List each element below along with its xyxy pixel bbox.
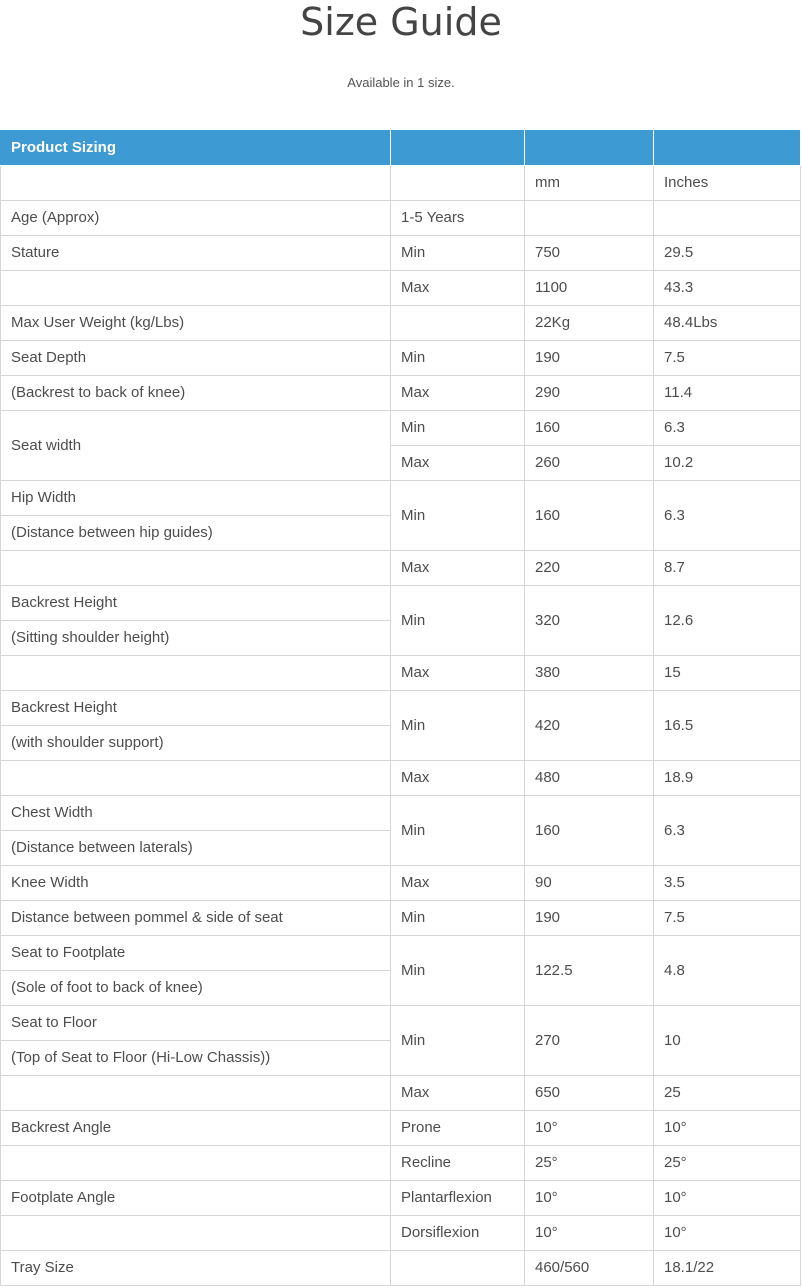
row-sub-label: (Distance between hip guides): [1, 516, 391, 551]
header-cell: [391, 131, 525, 166]
mm-cell: 460/560: [525, 1251, 654, 1286]
level-cell: Min: [391, 901, 525, 936]
level-cell: Min: [391, 481, 525, 551]
inches-cell: 10.2: [654, 446, 801, 481]
mm-cell: 290: [525, 376, 654, 411]
units-inches: Inches: [654, 166, 801, 201]
inches-cell: 16.5: [654, 691, 801, 761]
empty-cell: [525, 201, 654, 236]
row-label: Backrest Height: [1, 586, 391, 621]
units-mm: mm: [525, 166, 654, 201]
row-sub-label: (Sole of foot to back of knee): [1, 971, 391, 1006]
inches-cell: 4.8: [654, 936, 801, 1006]
mm-cell: 160: [525, 796, 654, 866]
row-sub-label: (Backrest to back of knee): [1, 376, 391, 411]
level-cell: Min: [391, 1006, 525, 1076]
empty-cell: [1, 271, 391, 306]
inches-cell: 8.7: [654, 551, 801, 586]
empty-cell: [1, 551, 391, 586]
table-row-backrest-angle-recline: [1, 1146, 801, 1181]
mm-cell: 260: [525, 446, 654, 481]
empty-cell: [1, 1146, 391, 1181]
table-row-backrest-shoulder-max: [1, 761, 801, 796]
table-row-seat-depth-min: [1, 341, 801, 376]
page-title: Size Guide: [300, 0, 502, 44]
inches-cell: 11.4: [654, 376, 801, 411]
row-label: Knee Width: [1, 866, 391, 901]
inches-cell: 25: [654, 1076, 801, 1111]
row-label: Backrest Angle: [1, 1111, 391, 1146]
mm-cell: 750: [525, 236, 654, 271]
row-sub-label: (Top of Seat to Floor (Hi-Low Chassis)): [1, 1041, 391, 1076]
level-cell: Min: [391, 796, 525, 866]
row-label: Age (Approx): [1, 201, 391, 236]
level-cell: Max: [391, 1076, 525, 1111]
table-row-backrest-angle-prone: [1, 1111, 801, 1146]
row-label: Backrest Height: [1, 691, 391, 726]
level-cell: Min: [391, 236, 525, 271]
empty-cell: [1, 1216, 391, 1251]
header-cell: [525, 131, 654, 166]
mm-cell: 10°: [525, 1216, 654, 1251]
mm-cell: 650: [525, 1076, 654, 1111]
mm-cell: 1100: [525, 271, 654, 306]
inches-cell: 10°: [654, 1181, 801, 1216]
inches-cell: 3.5: [654, 866, 801, 901]
level-cell: Max: [391, 446, 525, 481]
table-row-max-weight: [1, 306, 801, 341]
empty-cell: [391, 306, 525, 341]
table-row-age: [1, 201, 801, 236]
header-product-sizing: Product Sizing: [1, 131, 391, 166]
table-row-knee-width: [1, 866, 801, 901]
level-cell: Min: [391, 341, 525, 376]
level-cell: Dorsiflexion: [391, 1216, 525, 1251]
level-cell: Min: [391, 691, 525, 761]
row-sub-label: (Distance between laterals): [1, 831, 391, 866]
table-header-row: [1, 131, 801, 166]
table-row-pommel: [1, 901, 801, 936]
level-cell: Max: [391, 656, 525, 691]
empty-cell: [1, 656, 391, 691]
table-row-stature-min: [1, 236, 801, 271]
inches-cell: 7.5: [654, 901, 801, 936]
inches-cell: 48.4Lbs: [654, 306, 801, 341]
row-sub-label: (Sitting shoulder height): [1, 621, 391, 656]
inches-cell: 29.5: [654, 236, 801, 271]
table-row-chest-width: [1, 796, 801, 831]
inches-cell: 43.3: [654, 271, 801, 306]
empty-cell: [391, 1251, 525, 1286]
mm-cell: 10°: [525, 1111, 654, 1146]
mm-cell: 480: [525, 761, 654, 796]
mm-cell: 220: [525, 551, 654, 586]
level-cell: Max: [391, 866, 525, 901]
row-label: Max User Weight (kg/Lbs): [1, 306, 391, 341]
units-cell: [391, 166, 525, 201]
size-guide-table: [0, 130, 801, 1286]
row-label: Hip Width: [1, 481, 391, 516]
table-row-seat-to-floor-min: [1, 1006, 801, 1041]
mm-cell: 122.5: [525, 936, 654, 1006]
inches-cell: 10: [654, 1006, 801, 1076]
level-cell: Max: [391, 551, 525, 586]
mm-cell: 25°: [525, 1146, 654, 1181]
table-row-hip-width-min: [1, 481, 801, 516]
level-cell: Max: [391, 271, 525, 306]
inches-cell: 10°: [654, 1111, 801, 1146]
level-cell: Prone: [391, 1111, 525, 1146]
row-label: Distance between pommel & side of seat: [1, 901, 391, 936]
level-cell: Min: [391, 586, 525, 656]
level-cell: Max: [391, 376, 525, 411]
inches-cell: 15: [654, 656, 801, 691]
level-cell: Plantarflexion: [391, 1181, 525, 1216]
units-cell: [1, 166, 391, 201]
level-cell: Min: [391, 936, 525, 1006]
header-cell: [654, 131, 801, 166]
mm-cell: 10°: [525, 1181, 654, 1216]
table-row-hip-width-max: [1, 551, 801, 586]
table-row-backrest-shoulder-min: [1, 691, 801, 726]
mm-cell: 160: [525, 411, 654, 446]
table-row-seat-depth-max: [1, 376, 801, 411]
table-row-backrest-height-max: [1, 656, 801, 691]
level-cell: Recline: [391, 1146, 525, 1181]
row-label: Footplate Angle: [1, 1181, 391, 1216]
row-sub-label: (with shoulder support): [1, 726, 391, 761]
inches-cell: 7.5: [654, 341, 801, 376]
inches-cell: 25°: [654, 1146, 801, 1181]
mm-cell: 160: [525, 481, 654, 551]
mm-cell: 22Kg: [525, 306, 654, 341]
row-label: Seat to Footplate: [1, 936, 391, 971]
units-row: [1, 166, 801, 201]
mm-cell: 270: [525, 1006, 654, 1076]
table-row-stature-max: [1, 271, 801, 306]
table-row-seat-to-floor-max: [1, 1076, 801, 1111]
inches-cell: 10°: [654, 1216, 801, 1251]
availability-note: Available in 1 size.: [347, 75, 455, 90]
level-cell: Min: [391, 411, 525, 446]
inches-cell: 18.1/22: [654, 1251, 801, 1286]
inches-cell: 6.3: [654, 796, 801, 866]
mm-cell: 190: [525, 901, 654, 936]
table-row-tray-size: [1, 1251, 801, 1286]
table-row-backrest-height-min: [1, 586, 801, 621]
mm-cell: 420: [525, 691, 654, 761]
inches-cell: 6.3: [654, 481, 801, 551]
row-label: Tray Size: [1, 1251, 391, 1286]
row-label: Seat width: [1, 411, 391, 481]
row-label: Seat Depth: [1, 341, 391, 376]
inches-cell: 18.9: [654, 761, 801, 796]
inches-cell: 6.3: [654, 411, 801, 446]
empty-cell: [1, 761, 391, 796]
level-cell: Max: [391, 761, 525, 796]
row-label: Seat to Floor: [1, 1006, 391, 1041]
empty-cell: [1, 1076, 391, 1111]
inches-cell: 12.6: [654, 586, 801, 656]
table-row-footplate-angle-plantar: [1, 1181, 801, 1216]
row-label: Chest Width: [1, 796, 391, 831]
row-label: Stature: [1, 236, 391, 271]
mm-cell: 320: [525, 586, 654, 656]
table-row-seat-to-footplate: [1, 936, 801, 971]
table-row-seat-width-min: [1, 411, 801, 446]
mm-cell: 190: [525, 341, 654, 376]
mm-cell: 380: [525, 656, 654, 691]
table-row-footplate-angle-dorsi: [1, 1216, 801, 1251]
empty-cell: [654, 201, 801, 236]
age-value: 1-5 Years: [391, 201, 525, 236]
mm-cell: 90: [525, 866, 654, 901]
